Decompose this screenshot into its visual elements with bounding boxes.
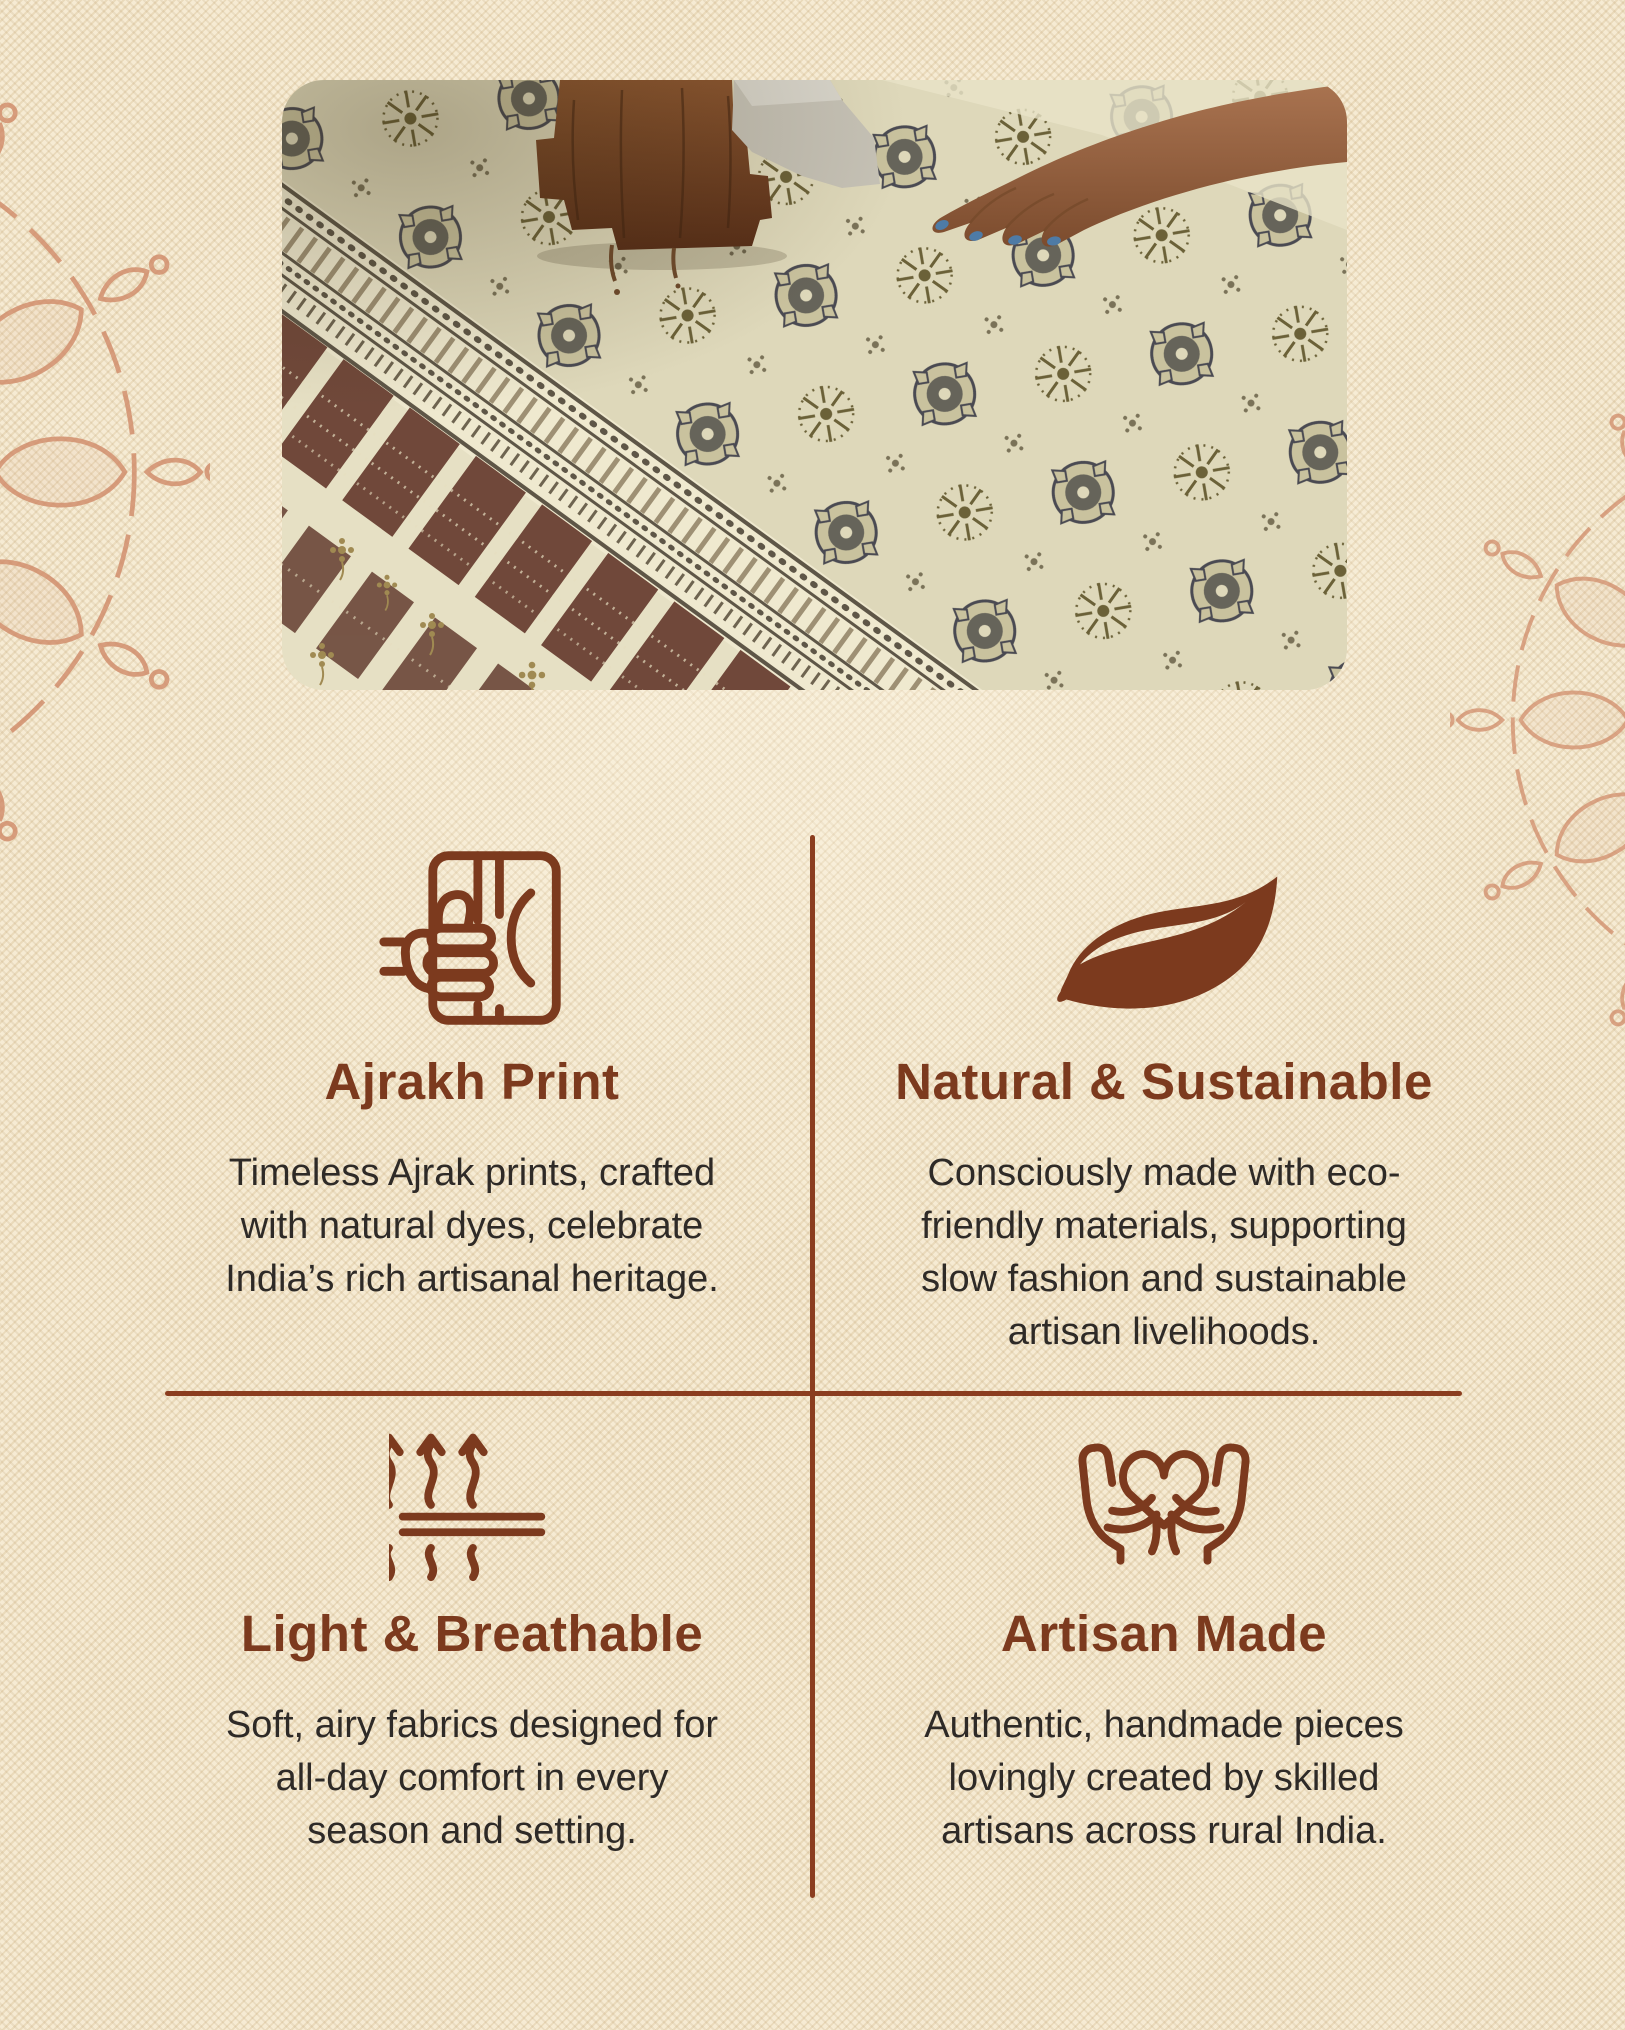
feature-description: Authentic, handmade pieces lovingly created by skilled artisans across rural India. — [924, 1704, 1404, 1852]
feature-card-natural-sustainable — [828, 838, 1500, 1359]
hands-holding-heart-icon — [1061, 1412, 1267, 1590]
hero-photo — [282, 80, 1347, 690]
feature-card-light-breathable — [136, 1412, 808, 1858]
leaf-icon — [1046, 838, 1282, 1038]
feature-title: Artisan Made — [1000, 1605, 1328, 1662]
block-stamp-hand-icon — [374, 838, 570, 1038]
mandala-ornament-left — [0, 62, 210, 882]
feature-description: Consciously made with eco- friendly materials, supporting slow fashion and sustainable artisan livelihoods. — [921, 1152, 1407, 1353]
feature-card-artisan-made — [828, 1412, 1500, 1858]
horizontal-divider — [165, 1391, 1462, 1396]
feature-description: Soft, airy fabrics designed for all-day comfort in every season and setting. — [225, 1704, 719, 1852]
feature-title: Ajrakh Print — [324, 1053, 620, 1110]
vertical-divider — [810, 835, 815, 1898]
feature-description: Timeless Ajrak prints, crafted with natural dyes, celebrate India’s rich artisanal heritage. — [225, 1152, 719, 1300]
feature-title: Light & Breathable — [240, 1605, 704, 1662]
breeze-airflow-icon — [389, 1412, 555, 1590]
feature-card-ajrakh-print — [136, 838, 808, 1306]
feature-title: Natural & Sustainable — [895, 1053, 1433, 1110]
